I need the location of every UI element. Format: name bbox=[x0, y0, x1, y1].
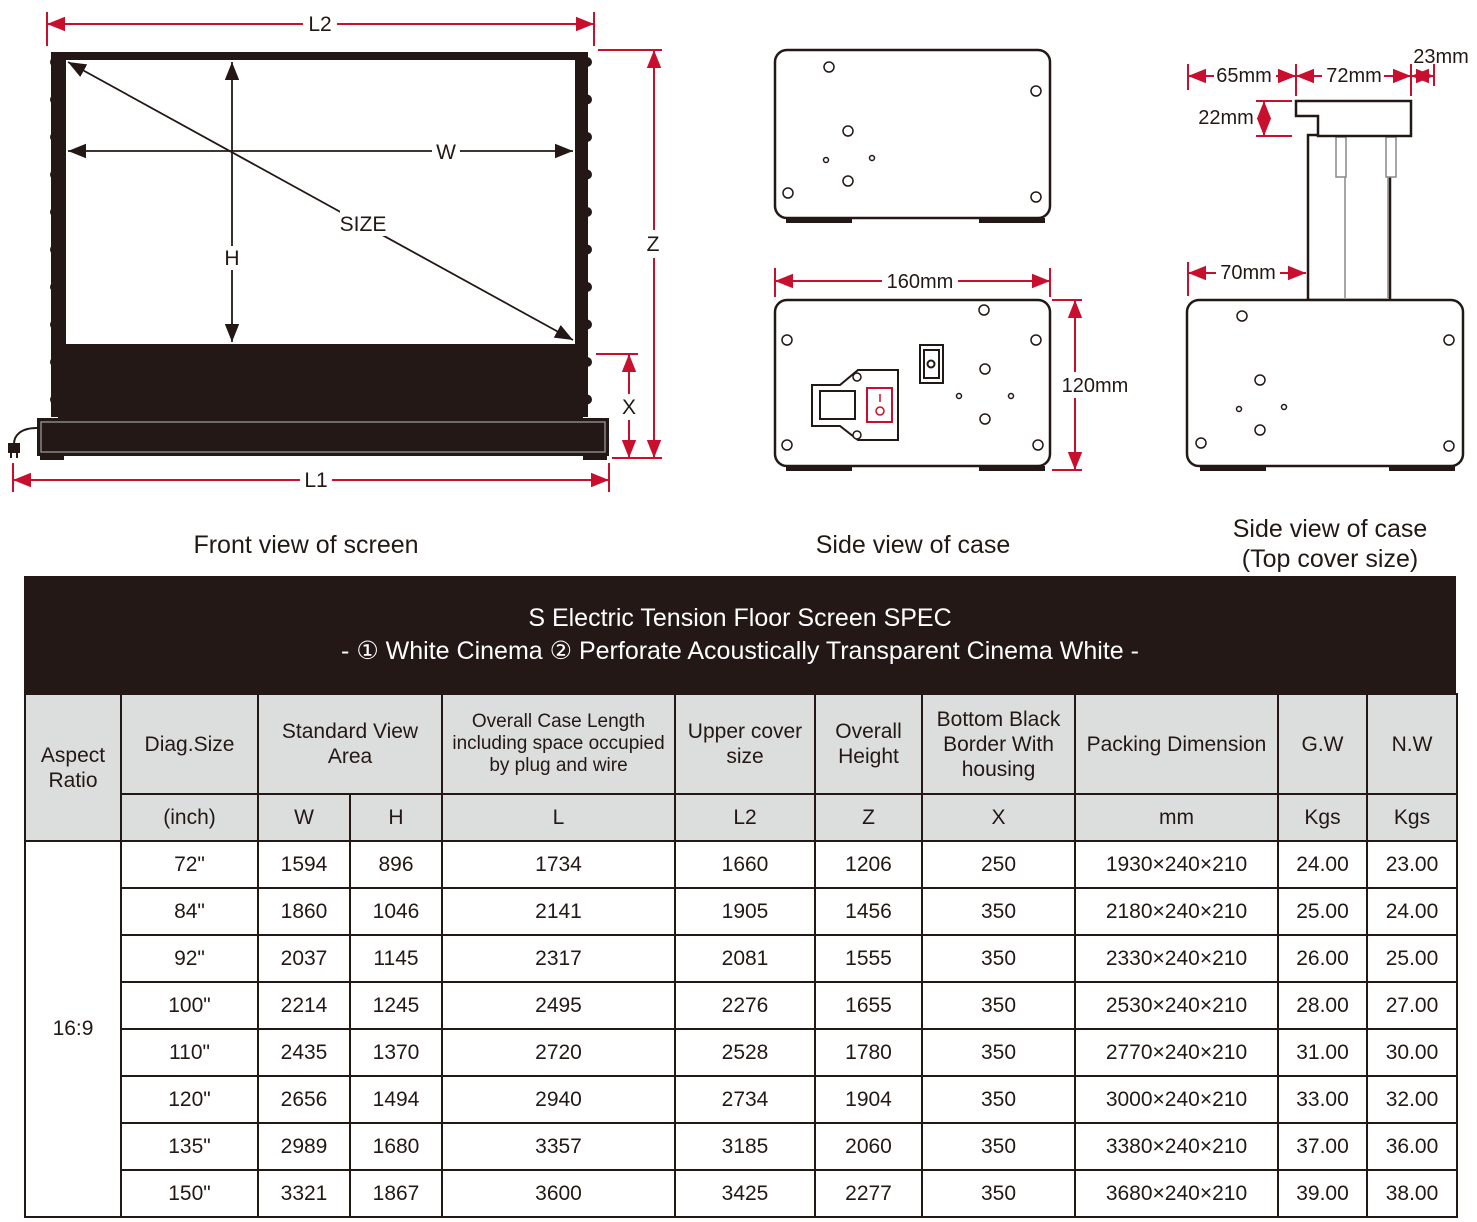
tension-knob bbox=[582, 395, 592, 405]
header-nw: N.W bbox=[1367, 694, 1457, 794]
table-cell: 1905 bbox=[675, 888, 815, 935]
table-cell: 896 bbox=[350, 841, 442, 888]
table-cell: 3321 bbox=[258, 1170, 350, 1217]
table-row bbox=[25, 982, 1457, 1029]
table-cell: 1206 bbox=[815, 841, 922, 888]
table-cell: 3425 bbox=[675, 1170, 815, 1217]
table-cell: 2770×240×210 bbox=[1075, 1029, 1278, 1076]
table-cell: 1655 bbox=[815, 982, 922, 1029]
table-cell: 2940 bbox=[442, 1076, 675, 1123]
label-120mm: 120mm bbox=[1061, 375, 1129, 397]
spec-title: S Electric Tension Floor Screen SPEC bbox=[528, 604, 952, 632]
table-cell: 24.00 bbox=[1278, 841, 1367, 888]
table-cell: 3357 bbox=[442, 1123, 675, 1170]
label-l2: L2 bbox=[308, 13, 332, 36]
black-border bbox=[58, 344, 583, 418]
table-cell: 1046 bbox=[350, 888, 442, 935]
top-cover-view bbox=[1187, 46, 1469, 471]
table-cell: 2180×240×210 bbox=[1075, 888, 1278, 935]
unit-nw: Kgs bbox=[1367, 794, 1457, 841]
caption-top-cover-line1: Side view of case bbox=[1232, 515, 1428, 543]
table-cell: 3185 bbox=[675, 1123, 815, 1170]
table-cell: 2734 bbox=[675, 1076, 815, 1123]
table-cell: 120" bbox=[121, 1076, 258, 1123]
label-70mm: 70mm bbox=[1220, 262, 1276, 284]
label-z: Z bbox=[646, 233, 660, 256]
side-view-top-box bbox=[775, 50, 1050, 223]
header-case-length: Overall Case Length including space occupied by plug and wire bbox=[442, 694, 675, 794]
table-cell: 1867 bbox=[350, 1170, 442, 1217]
tension-knob bbox=[582, 207, 592, 217]
table-row bbox=[25, 935, 1457, 982]
label-72mm: 72mm bbox=[1326, 65, 1382, 87]
table-cell: 3380×240×210 bbox=[1075, 1123, 1278, 1170]
tension-knob bbox=[582, 357, 592, 367]
tension-knob bbox=[582, 132, 592, 142]
table-cell: 1456 bbox=[815, 888, 922, 935]
table-cell: 1680 bbox=[350, 1123, 442, 1170]
table-cell: 36.00 bbox=[1367, 1123, 1457, 1170]
header-packing: Packing Dimension bbox=[1075, 694, 1278, 794]
table-row bbox=[25, 1029, 1457, 1076]
table-cell: 1494 bbox=[350, 1076, 442, 1123]
table-cell: 1780 bbox=[815, 1029, 922, 1076]
label-l1: L1 bbox=[304, 469, 328, 492]
table-cell: 350 bbox=[922, 1029, 1075, 1076]
spec-subtitle: - ① White Cinema ② Perforate Acoustically Transparent Cinema White - bbox=[341, 637, 1139, 665]
table-cell: 3000×240×210 bbox=[1075, 1076, 1278, 1123]
table-cell: 2141 bbox=[442, 888, 675, 935]
table-cell: 33.00 bbox=[1278, 1076, 1367, 1123]
tension-knob bbox=[582, 320, 592, 330]
table-cell: 350 bbox=[922, 935, 1075, 982]
table-cell: 2276 bbox=[675, 982, 815, 1029]
table-row bbox=[25, 1123, 1457, 1170]
caption-top-cover-view bbox=[1180, 514, 1477, 574]
table-cell: 2081 bbox=[675, 935, 815, 982]
tension-knob bbox=[582, 95, 592, 105]
header-row bbox=[25, 694, 1457, 794]
table-cell: 2495 bbox=[442, 982, 675, 1029]
table-row bbox=[25, 1170, 1457, 1217]
header-bottom-border: Bottom Black Border With housing bbox=[922, 694, 1075, 794]
rocker-switch-icon bbox=[920, 345, 943, 383]
table-cell: 2317 bbox=[442, 935, 675, 982]
table-cell: 1734 bbox=[442, 841, 675, 888]
unit-gw: Kgs bbox=[1278, 794, 1367, 841]
table-cell: 31.00 bbox=[1278, 1029, 1367, 1076]
housing bbox=[37, 418, 609, 456]
table-cell: 1594 bbox=[258, 841, 350, 888]
unit-z: Z bbox=[815, 794, 922, 841]
unit-diag: (inch) bbox=[121, 794, 258, 841]
table-cell: 39.00 bbox=[1278, 1170, 1367, 1217]
spec-table bbox=[24, 693, 1458, 1218]
table-cell: 30.00 bbox=[1367, 1029, 1457, 1076]
table-cell: 24.00 bbox=[1367, 888, 1457, 935]
table-cell: 1370 bbox=[350, 1029, 442, 1076]
label-x: X bbox=[621, 396, 637, 419]
caption-front-view: Front view of screen bbox=[193, 531, 419, 559]
plug-icon bbox=[9, 428, 37, 458]
table-cell: 350 bbox=[922, 888, 1075, 935]
unit-w: W bbox=[258, 794, 350, 841]
tension-knob bbox=[582, 282, 592, 292]
header-view-area: Standard View Area bbox=[258, 694, 442, 794]
unit-h: H bbox=[350, 794, 442, 841]
header-gw: G.W bbox=[1278, 694, 1367, 794]
table-cell: 92" bbox=[121, 935, 258, 982]
table-cell: 2528 bbox=[675, 1029, 815, 1076]
table-cell: 2720 bbox=[442, 1029, 675, 1076]
header-upper-cover: Upper cover size bbox=[675, 694, 815, 794]
table-cell: 2277 bbox=[815, 1170, 922, 1217]
label-size: SIZE bbox=[339, 213, 387, 236]
table-cell: 1555 bbox=[815, 935, 922, 982]
unit-x: X bbox=[922, 794, 1075, 841]
table-cell: 37.00 bbox=[1278, 1123, 1367, 1170]
table-cell: 1860 bbox=[258, 888, 350, 935]
table-cell: 100" bbox=[121, 982, 258, 1029]
table-cell: 250 bbox=[922, 841, 1075, 888]
header-diag-size: Diag.Size bbox=[121, 694, 258, 794]
table-cell: 27.00 bbox=[1367, 982, 1457, 1029]
table-cell: 135" bbox=[121, 1123, 258, 1170]
table-cell: 110" bbox=[121, 1029, 258, 1076]
unit-l2: L2 bbox=[675, 794, 815, 841]
table-cell: 38.00 bbox=[1367, 1170, 1457, 1217]
aspect-ratio-value: 16:9 bbox=[25, 841, 121, 1217]
front-view bbox=[9, 10, 665, 494]
label-65mm: 65mm bbox=[1216, 65, 1272, 87]
table-cell: 350 bbox=[922, 1170, 1075, 1217]
dimension-diagram bbox=[0, 0, 1477, 575]
tension-knob bbox=[582, 57, 592, 67]
table-cell: 350 bbox=[922, 1076, 1075, 1123]
table-cell: 84" bbox=[121, 888, 258, 935]
tension-knob bbox=[582, 170, 592, 180]
table-cell: 2037 bbox=[258, 935, 350, 982]
table-cell: 2435 bbox=[258, 1029, 350, 1076]
unit-packing: mm bbox=[1075, 794, 1278, 841]
table-cell: 25.00 bbox=[1278, 888, 1367, 935]
label-23mm: 23mm bbox=[1413, 46, 1469, 68]
table-cell: 28.00 bbox=[1278, 982, 1367, 1029]
table-row bbox=[25, 888, 1457, 935]
table-cell: 2989 bbox=[258, 1123, 350, 1170]
table-cell: 1904 bbox=[815, 1076, 922, 1123]
label-160mm: 160mm bbox=[886, 271, 954, 293]
table-cell: 26.00 bbox=[1278, 935, 1367, 982]
table-row bbox=[25, 1076, 1457, 1123]
table-cell: 350 bbox=[922, 982, 1075, 1029]
table-cell: 72" bbox=[121, 841, 258, 888]
caption-top-cover-line2: (Top cover size) bbox=[1241, 545, 1419, 573]
table-cell: 1245 bbox=[350, 982, 442, 1029]
table-cell: 32.00 bbox=[1367, 1076, 1457, 1123]
label-h: H bbox=[224, 247, 240, 270]
label-22mm: 22mm bbox=[1198, 107, 1254, 129]
table-cell: 25.00 bbox=[1367, 935, 1457, 982]
spec-header bbox=[24, 576, 1456, 693]
unit-row bbox=[25, 794, 1457, 841]
label-w: W bbox=[436, 141, 456, 164]
table-cell: 2656 bbox=[258, 1076, 350, 1123]
unit-l: L bbox=[442, 794, 675, 841]
table-cell: 2060 bbox=[815, 1123, 922, 1170]
table-cell: 2214 bbox=[258, 982, 350, 1029]
table-cell: 2530×240×210 bbox=[1075, 982, 1278, 1029]
header-aspect-ratio: Aspect Ratio bbox=[25, 694, 121, 841]
table-cell: 3600 bbox=[442, 1170, 675, 1217]
table-cell: 1930×240×210 bbox=[1075, 841, 1278, 888]
tension-knob bbox=[582, 245, 592, 255]
table-cell: 150" bbox=[121, 1170, 258, 1217]
table-cell: 23.00 bbox=[1367, 841, 1457, 888]
side-view-bottom-box bbox=[775, 268, 1132, 471]
table-cell: 1660 bbox=[675, 841, 815, 888]
table-cell: 3680×240×210 bbox=[1075, 1170, 1278, 1217]
table-cell: 2330×240×210 bbox=[1075, 935, 1278, 982]
header-overall-height: Overall Height bbox=[815, 694, 922, 794]
table-row bbox=[25, 841, 1457, 888]
table-cell: 1145 bbox=[350, 935, 442, 982]
caption-side-view: Side view of case bbox=[815, 531, 1011, 559]
table-cell: 350 bbox=[922, 1123, 1075, 1170]
